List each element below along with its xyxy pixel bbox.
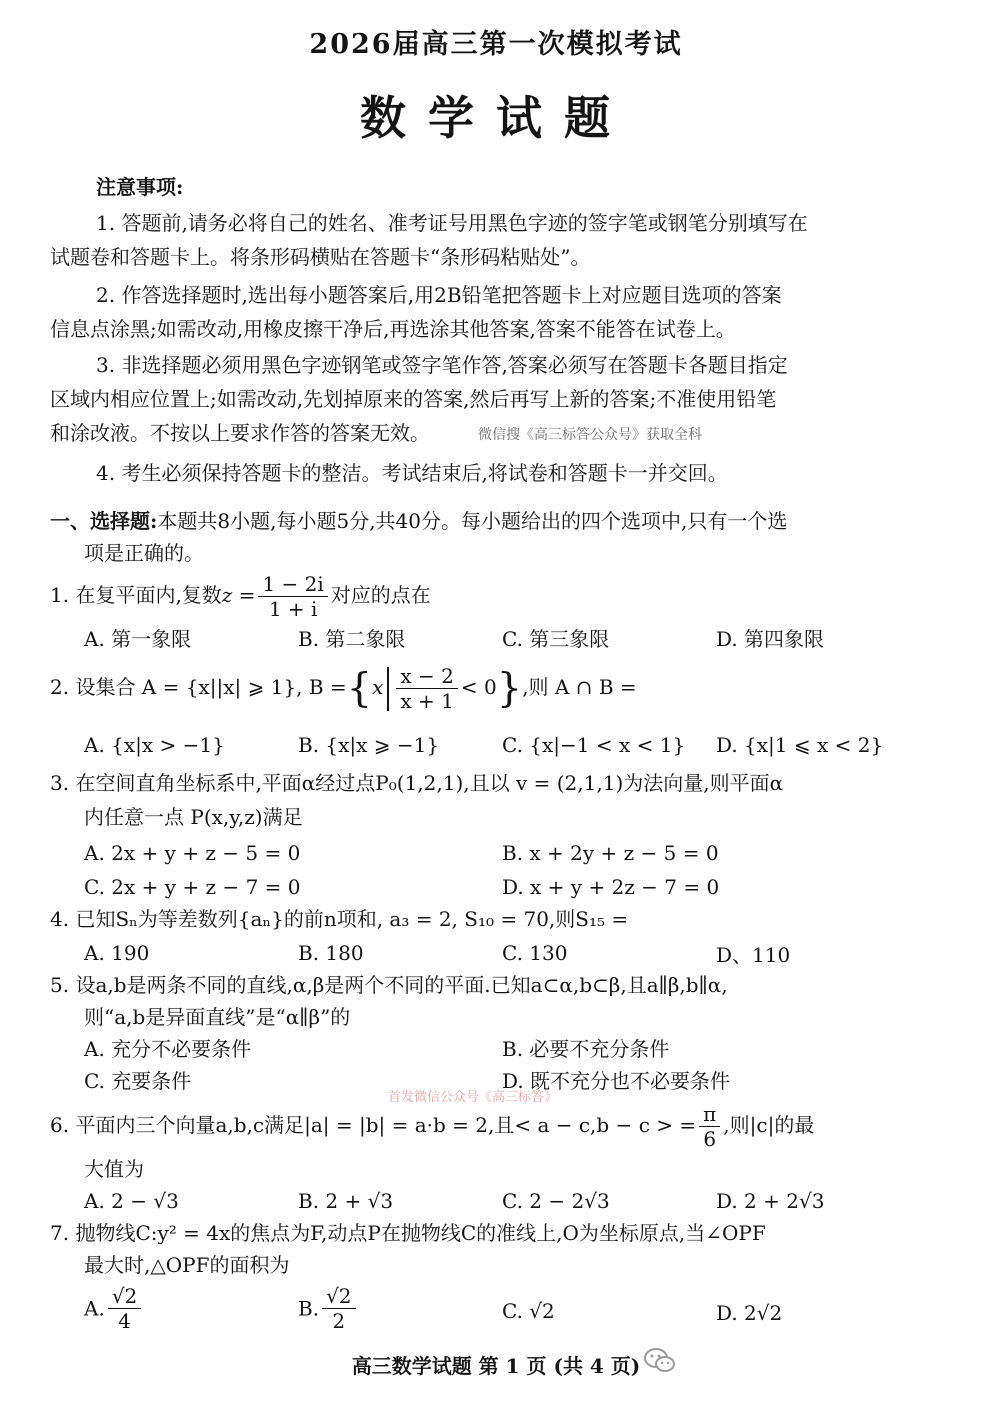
q7-a-label: A. xyxy=(84,1296,105,1321)
q6-option-b: B. 2 + √3 xyxy=(298,1189,394,1213)
watermark-text: 微信搜《高三标答公众号》获取全科 xyxy=(478,427,702,443)
q7-a-numerator: √2 xyxy=(108,1284,141,1309)
q5-option-b: B. 必要不充分条件 xyxy=(502,1037,670,1061)
question-3-line-1: 3. 在空间直角坐标系中,平面α经过点P₀(1,2,1),且以 v = (2,1,1)为法向量,则平面α xyxy=(50,771,784,795)
q5-option-c: C. 充要条件 xyxy=(84,1069,192,1093)
q6-option-c: C. 2 − 2√3 xyxy=(502,1189,610,1213)
q7-a-denominator: 4 xyxy=(118,1309,131,1333)
section-1-desc-line-2: 项是正确的。 xyxy=(84,541,204,565)
q2-fraction xyxy=(396,664,457,713)
q4-option-d: D、110 xyxy=(716,943,791,967)
q1-prefix: 1. 在复平面内,复数 xyxy=(50,583,222,607)
q1-option-b: B. 第二象限 xyxy=(298,627,406,651)
q6-prefix: 6. 平面内三个向量a,b,c满足|a| = |b| = a·b = 2,且< a − c,b − c > = xyxy=(50,1113,697,1137)
q2-less-zero: < 0 xyxy=(460,675,497,699)
q3-option-d: D. x + y + 2z − 7 = 0 xyxy=(502,875,720,899)
q2-option-d: D. {x|1 ⩽ x < 2} xyxy=(716,733,884,757)
q2-denominator: x + 1 xyxy=(400,689,454,713)
q6-option-d: D. 2 + 2√3 xyxy=(716,1189,825,1213)
q2-option-a: A. {x|x > −1} xyxy=(84,733,225,757)
notice-item-1-line-2: 试题卷和答题卡上。将条形码横贴在答题卡“条形码粘贴处”。 xyxy=(50,245,591,269)
notice-item-3-line-1: 3. 非选择题必须用黑色字迹钢笔或签字笔作答,答案必须写在答题卡各题目指定 xyxy=(96,353,788,377)
question-2-stem xyxy=(50,660,637,716)
q7-b-label: B. xyxy=(298,1296,320,1321)
question-4-stem: 4. 已知Sₙ为等差数列{aₙ}的前n项和, a₃ = 2, S₁₀ = 70,则S₁₅ = xyxy=(50,907,629,931)
q1-numerator: 1 − 2i xyxy=(258,572,327,597)
q2-left-brace: { xyxy=(346,665,373,712)
q1-fraction xyxy=(258,572,327,621)
q7-option-d: D. 2√2 xyxy=(716,1301,783,1325)
q6-option-a: A. 2 − √3 xyxy=(84,1189,179,1213)
question-3-line-2: 内任意一点 P(x,y,z)满足 xyxy=(84,805,303,829)
q1-suffix: 对应的点在 xyxy=(330,583,431,607)
q3-option-b: B. x + 2y + z − 5 = 0 xyxy=(502,841,719,865)
q3-option-c: C. 2x + y + z − 7 = 0 xyxy=(84,875,301,899)
q2-prefix: 2. 设集合 A = {x||x| ⩾ 1}, B = xyxy=(50,675,347,699)
section-1-intro xyxy=(50,508,787,534)
q7-option-b xyxy=(298,1284,359,1333)
q6-denominator: 6 xyxy=(703,1127,717,1151)
exam-title: 2026届高三第一次模拟考试 xyxy=(309,29,683,60)
q7-option-c: C. √2 xyxy=(502,1299,555,1323)
q6-suffix: ,则|c|的最 xyxy=(723,1113,815,1137)
notice-item-4: 4. 考生必须保持答题卡的整洁。考试结束后,将试卷和答题卡一并交回。 xyxy=(96,461,728,485)
q2-numerator: x − 2 xyxy=(396,664,457,689)
chat-logo-icon xyxy=(640,1340,680,1380)
q2-right-brace: } xyxy=(496,665,523,712)
question-1-stem xyxy=(50,568,431,622)
q7-b-numerator: √2 xyxy=(322,1284,355,1309)
notice-item-3-line-3: 和涂改液。不按以上要求作答的答案无效。 xyxy=(50,421,430,445)
q2-var: x xyxy=(372,675,384,699)
question-6-stem xyxy=(50,1098,814,1152)
q7-b-fraction xyxy=(322,1284,355,1333)
q6-fraction xyxy=(699,1102,720,1151)
notice-item-3-line-2: 区域内相应位置上;如需改动,先划掉原来的答案,然后再写上新的答案;不准使用铅笔 xyxy=(50,387,777,411)
question-5-line-1: 5. 设a,b是两条不同的直线,α,β是两个不同的平面.已知a⊂α,b⊂β,且a∥β,b∥α, xyxy=(50,973,728,997)
question-7-line-2: 最大时,△OPF的面积为 xyxy=(84,1253,290,1277)
page-footer: 高三数学试题 第 1 页 (共 4 页) xyxy=(351,1354,641,1378)
q2-option-c: C. {x|−1 < x < 1} xyxy=(502,733,686,757)
q2-suffix: ,则 A ∩ B = xyxy=(522,675,637,699)
q3-option-a: A. 2x + y + z − 5 = 0 xyxy=(84,841,301,865)
q1-option-d: D. 第四象限 xyxy=(716,627,825,651)
question-5-line-2: 则“a,b是异面直线”是“α∥β”的 xyxy=(84,1005,351,1029)
notice-item-2-line-1: 2. 作答选择题时,选出每小题答案后,用2B铅笔把答题卡上对应题目选项的答案 xyxy=(96,283,782,307)
q2-option-b: B. {x|x ⩾ −1} xyxy=(298,733,440,757)
q6-numerator: π xyxy=(699,1102,720,1127)
q4-option-c: C. 130 xyxy=(502,941,568,965)
notice-heading: 注意事项: xyxy=(96,175,184,199)
watermark-red-text: 首发微信公众号《高三标答》 xyxy=(388,1090,558,1105)
exam-subject-title: 数学试题 xyxy=(360,91,632,145)
q7-a-fraction xyxy=(108,1284,141,1333)
notice-item-1-line-1: 1. 答题前,请务必将自己的姓名、准考证号用黑色字迹的签字笔或钢笔分别填写在 xyxy=(96,211,808,235)
q5-option-d: D. 既不充分也不必要条件 xyxy=(502,1069,731,1093)
q1-variable: z = xyxy=(221,583,256,607)
q4-option-b: B. 180 xyxy=(298,941,364,965)
section-1-desc-line-1: 本题共8小题,每小题5分,共40分。每小题给出的四个选项中,只有一个选 xyxy=(157,509,788,533)
q4-option-a: A. 190 xyxy=(84,941,150,965)
notice-item-2-line-2: 信息点涂黑;如需改动,用橡皮擦干净后,再选涂其他答案,答案不能答在试卷上。 xyxy=(50,317,736,341)
q7-option-a xyxy=(84,1284,144,1333)
q1-option-c: C. 第三象限 xyxy=(502,627,610,651)
q5-option-a: A. 充分不必要条件 xyxy=(84,1037,252,1061)
question-6-line-2: 大值为 xyxy=(84,1157,144,1181)
q1-denominator: 1 + i xyxy=(268,597,318,621)
q1-option-a: A. 第一象限 xyxy=(84,627,192,651)
section-1-heading: 一、选择题: xyxy=(50,509,158,533)
q2-divider xyxy=(387,667,389,711)
question-7-line-1: 7. 抛物线C:y² = 4x的焦点为F,动点P在抛物线C的准线上,O为坐标原点,当∠OPF xyxy=(50,1221,766,1245)
q7-b-denominator: 2 xyxy=(332,1309,346,1333)
